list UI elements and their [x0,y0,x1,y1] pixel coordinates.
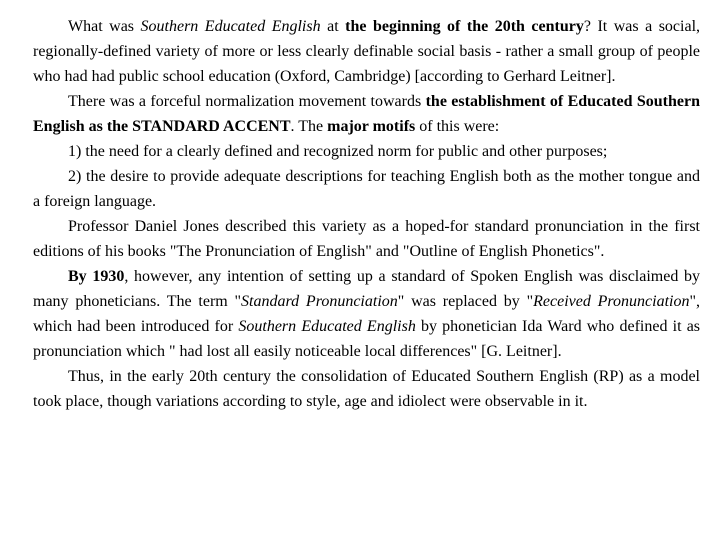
paragraph-motif-one [33,139,700,164]
emphasis-italic: Standard Pronunciation [241,293,398,310]
paragraph-normalization-movement [33,89,700,139]
text-run: ", which had been introduced for [33,293,701,335]
paragraph-conclusion [33,364,700,414]
text-run: by phonetician Ida Ward who defined it as pronunciation which " had lost all easily noticeable local differences" [G. Leitner]. [33,318,701,360]
paragraph-by-1930 [33,264,700,364]
text-run: ? It was a social, regionally-defined variety of more or less clearly definable social basis - rather a small group of people who had had public school education (Oxford, Cambridge) [according to Gerhard Leitner]. [33,18,701,85]
paragraph-motif-two [33,164,700,214]
emphasis-bold: the establishment of Educated Southern English as the STANDARD ACCENT [33,93,700,135]
text-run: Professor Daniel Jones described this variety as a hoped-for standard pronunciation in the first editions of his books "The Pronunciation of English" and "Outline of English Phonetics". [33,218,700,260]
text-run: at [320,18,346,35]
emphasis-italic: Received Pronunciation [533,293,690,310]
text-run: What was [68,18,141,35]
emphasis-italic: Southern Educated English [238,318,416,335]
paragraph-daniel-jones [33,214,700,264]
emphasis-bold: the beginning of the 20th century [345,18,584,35]
text-run: . The [290,118,328,135]
text-run: There was a forceful normalization movement towards [68,93,426,110]
text-run: " was replaced by " [397,293,534,310]
text-run: Thus, in the early 20th century the consolidation of Educated Southern English (RP) as a model took place, though variations according to style, age and idiolect were observable in it. [33,368,700,410]
text-run: 1) the need for a clearly defined and recognized norm for public and other purposes; [68,143,608,160]
text-run: 2) the desire to provide adequate descriptions for teaching English both as the mother tongue and a foreign language. [33,168,700,210]
emphasis-italic: Southern Educated English [140,18,321,35]
paragraph-southern-educated-english [33,14,700,89]
emphasis-bold: By 1930 [68,268,125,285]
emphasis-bold: major motifs [327,118,416,135]
text-run: of this were: [415,118,500,135]
text-run: , however, any intention of setting up a standard of Spoken English was disclaimed by many phoneticians. The term " [33,268,701,310]
